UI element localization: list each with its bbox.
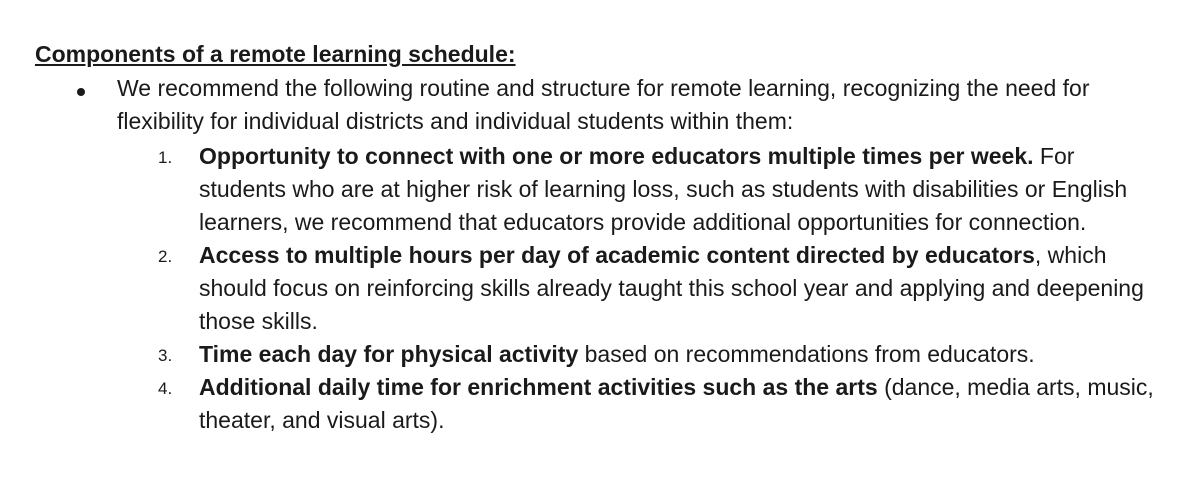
list-item-text <box>199 239 1159 338</box>
section-heading: Components of a remote learning schedule: <box>35 41 516 67</box>
bullet-text: We recommend the following routine and structure for remote learning, recognizing the need for flexibility for individual districts and individual students within them: <box>117 75 1090 134</box>
list-item-bold-text: Access to multiple hours per day of academic content directed by educators <box>199 242 1035 268</box>
list-item-text <box>199 140 1159 239</box>
list-item-bold-text: Additional daily time for enrichment activities such as the arts <box>199 374 878 400</box>
list-number: 4. <box>158 379 173 398</box>
bullet-dot-icon <box>77 88 85 96</box>
numbered-list <box>0 140 1200 437</box>
list-item-3 <box>0 338 1200 371</box>
list-item-rest-text: For students who are at higher risk of learning loss, such as students with disabilities or English learners, we recommend that educators provide additional opportunities for connection. <box>199 143 1128 235</box>
list-number: 2. <box>158 247 173 266</box>
list-item-text <box>199 338 1159 371</box>
list-number: 1. <box>158 148 173 167</box>
list-item-bold-text: Time each day for physical activity <box>199 341 579 367</box>
list-item-bold-text: Opportunity to connect with one or more educators multiple times per week. <box>199 143 1034 169</box>
list-item-rest-text: based on recommendations from educators. <box>578 341 1035 367</box>
list-item-text <box>199 371 1159 437</box>
list-item-rest-text: (dance, media arts, music, theater, and visual arts). <box>199 374 1154 433</box>
list-item-2 <box>0 239 1200 338</box>
list-item-rest-text: , which should focus on reinforcing skills already taught this school year and applying and deepening those skills. <box>199 242 1144 334</box>
list-item-4 <box>0 371 1200 437</box>
list-item-1 <box>0 140 1200 239</box>
list-number: 3. <box>158 346 173 365</box>
